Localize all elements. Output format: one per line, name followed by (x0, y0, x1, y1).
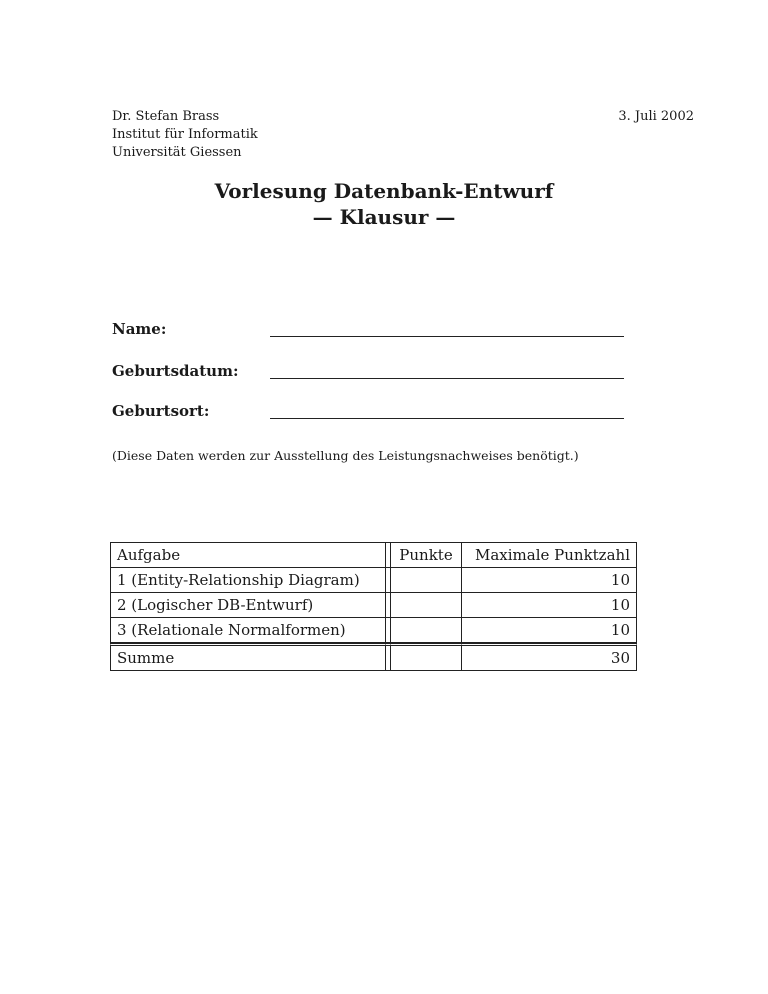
birthplace-label: Geburtsort: (112, 402, 210, 420)
page-title (0, 178, 768, 230)
birthplace-line[interactable] (270, 418, 624, 419)
points-cell[interactable] (391, 568, 462, 593)
task-cell: 1 (Entity-Relationship Diagram) (110, 568, 386, 593)
points-cell[interactable] (391, 618, 462, 643)
table-row (110, 593, 637, 618)
birthplace-field[interactable] (112, 402, 624, 426)
table-row (110, 568, 637, 593)
sum-points-cell[interactable] (391, 643, 462, 671)
birthdate-field[interactable] (112, 362, 624, 386)
header-task: Aufgabe (110, 542, 386, 568)
author-name: Dr. Stefan Brass (112, 109, 220, 124)
author-block (112, 108, 258, 162)
max-cell: 10 (462, 568, 637, 593)
score-table (110, 542, 637, 671)
title-exam: — Klausur — (312, 205, 456, 229)
sum-max-cell: 30 (462, 643, 637, 671)
header-max: Maximale Punktzahl (462, 542, 637, 568)
name-label: Name: (112, 320, 167, 338)
birthdate-label: Geburtsdatum: (112, 362, 239, 380)
exam-date: 3. Juli 2002 (618, 109, 694, 124)
sum-label: Summe (110, 643, 386, 671)
author-university: Universität Giessen (112, 145, 242, 160)
max-cell: 10 (462, 593, 637, 618)
sum-row (110, 643, 637, 671)
privacy-note: (Diese Daten werden zur Ausstellung des Leistungsnachweises benötigt.) (112, 448, 579, 463)
title-course: Vorlesung Datenbank-Entwurf (214, 179, 554, 203)
max-cell: 10 (462, 618, 637, 643)
table-header-row (110, 542, 637, 568)
table-row (110, 618, 637, 643)
task-cell: 2 (Logischer DB-Entwurf) (110, 593, 386, 618)
name-field[interactable] (112, 320, 624, 344)
author-institute: Institut für Informatik (112, 127, 258, 142)
header-points: Punkte (391, 542, 462, 568)
birthdate-line[interactable] (270, 378, 624, 379)
points-cell[interactable] (391, 593, 462, 618)
task-cell: 3 (Relationale Normalformen) (110, 618, 386, 643)
name-line[interactable] (270, 336, 624, 337)
